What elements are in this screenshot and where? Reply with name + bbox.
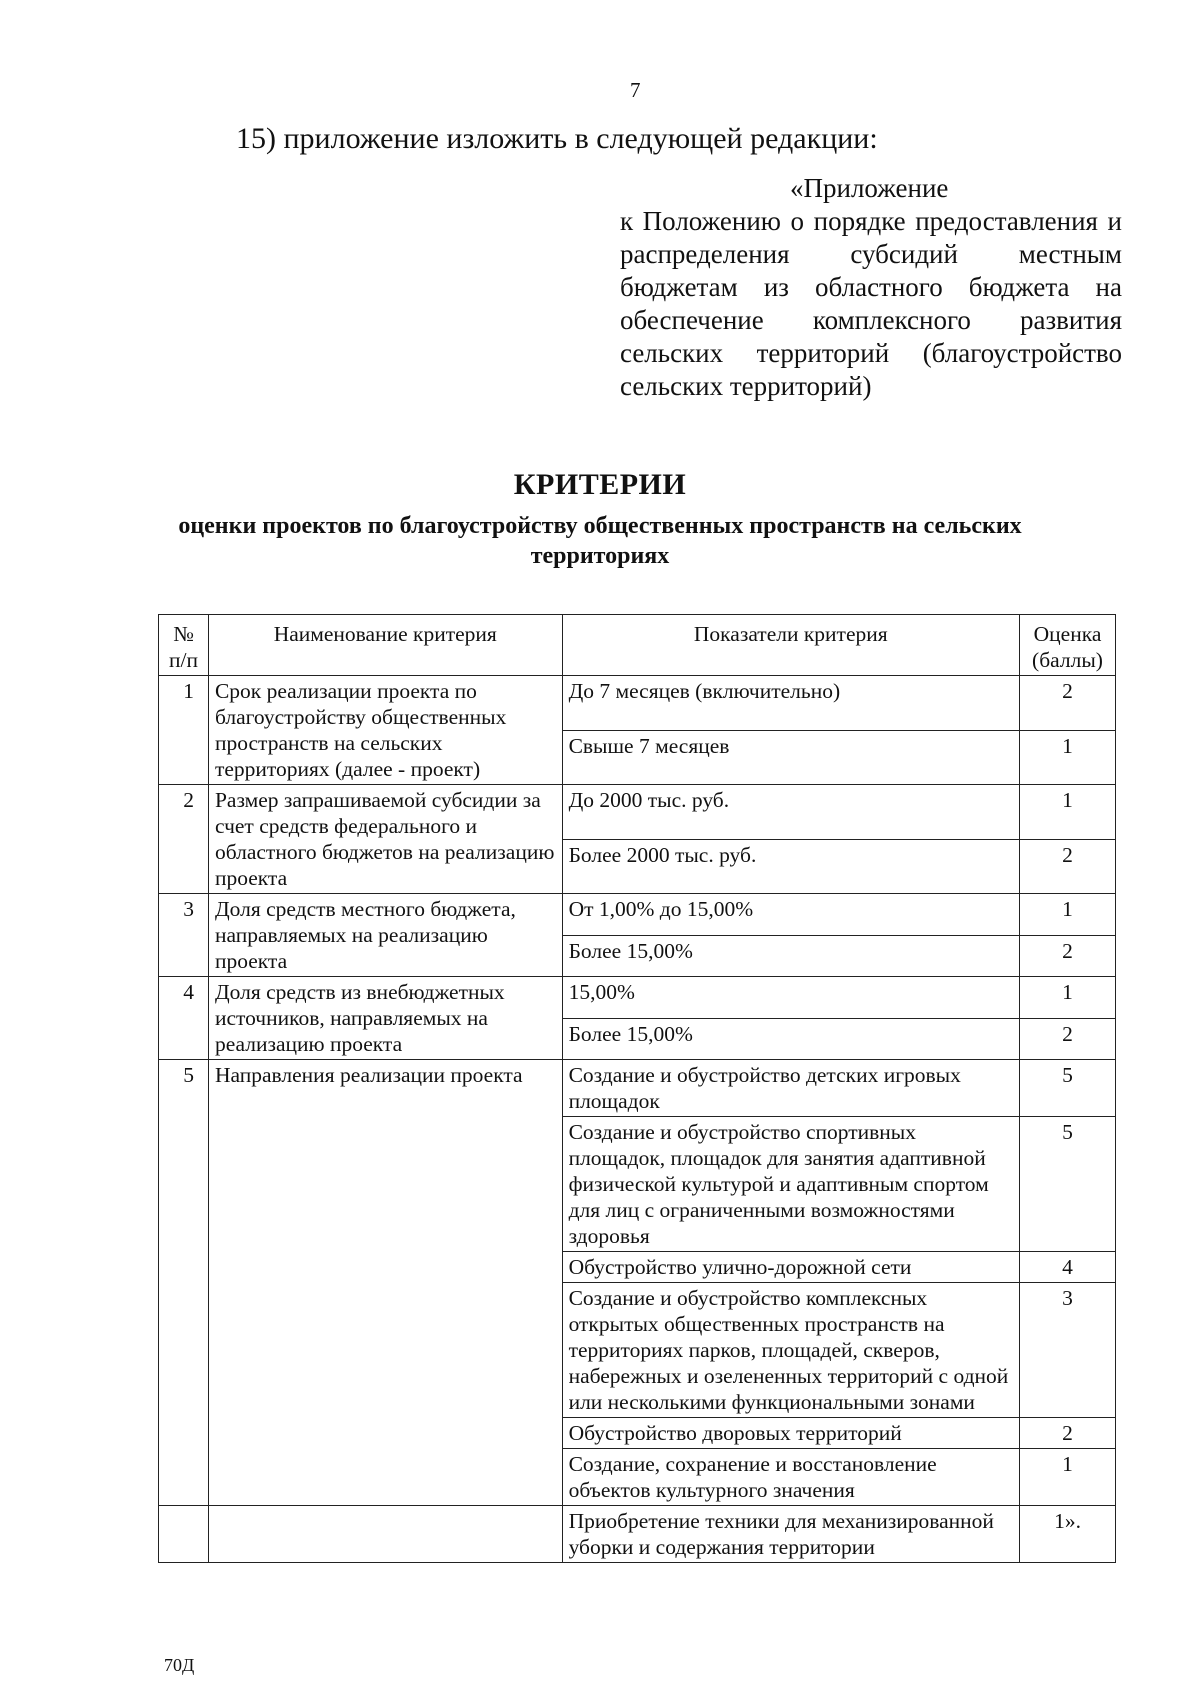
criterion-score: 5 [1020, 1060, 1116, 1117]
criterion-score: 2 [1020, 1018, 1116, 1060]
criterion-indicator: До 2000 тыс. руб. [562, 785, 1019, 840]
criterion-number: 3 [159, 894, 209, 977]
table-body [159, 676, 1116, 1563]
criterion-score: 2 [1020, 1418, 1116, 1449]
criterion-number: 2 [159, 785, 209, 894]
criterion-score: 2 [1020, 935, 1116, 977]
footer-code: 70Д [164, 1655, 195, 1675]
criterion-indicator: До 7 месяцев (включительно) [562, 676, 1019, 731]
criterion-score: 1 [1020, 894, 1116, 936]
criterion-score: 3 [1020, 1283, 1116, 1418]
criterion-number: 5 [159, 1060, 209, 1506]
criterion-name [208, 1506, 562, 1563]
amendment-intro: 15) приложение изложить в следующей редакции: [236, 122, 878, 155]
header-name: Наименование критерия [208, 615, 562, 676]
criterion-indicator: Более 2000 тыс. руб. [562, 839, 1019, 894]
criterion-name: Размер запрашиваемой субсидии за счет средств федерального и областного бюджетов на реализацию проекта [208, 785, 562, 894]
criterion-indicator: Создание и обустройство детских игровых площадок [562, 1060, 1019, 1117]
appendix-heading: «Приложение [790, 173, 949, 203]
table-row [159, 977, 1116, 1019]
criterion-name: Направления реализации проекта [208, 1060, 562, 1506]
table-row [159, 894, 1116, 936]
criterion-score: 2 [1020, 676, 1116, 731]
table-header [159, 615, 1116, 676]
table-row [159, 1506, 1116, 1563]
header-num: № п/п [159, 615, 209, 676]
criterion-name: Доля средств из внебюджетных источников, направляемых на реализацию проекта [208, 977, 562, 1060]
table-row [159, 676, 1116, 731]
page-number: 7 [630, 78, 641, 102]
criterion-score: 5 [1020, 1117, 1116, 1252]
criterion-indicator: Создание, сохранение и восстановление объектов культурного значения [562, 1449, 1019, 1506]
criterion-indicator: Приобретение техники для механизированной уборки и содержания территории [562, 1506, 1019, 1563]
table-row [159, 785, 1116, 840]
header-score: Оценка (баллы) [1020, 615, 1116, 676]
document-subtitle: оценки проектов по благоустройству общественных пространств на сельских территориях [178, 513, 1022, 569]
criterion-score: 1». [1020, 1506, 1116, 1563]
criterion-number: 4 [159, 977, 209, 1060]
criterion-name: Доля средств местного бюджета, направляемых на реализацию проекта [208, 894, 562, 977]
criterion-indicator: Обустройство улично-дорожной сети [562, 1252, 1019, 1283]
appendix-reference: к Положению о порядке предоставления и распределения субсидий местным бюджетам из областного бюджета на обеспечение комплексного развития сельских территорий (благоустройство сельских территорий) [620, 206, 1122, 401]
criterion-number: 1 [159, 676, 209, 785]
table-row [159, 1060, 1116, 1117]
criterion-indicator: Создание и обустройство комплексных открытых общественных пространств на территориях парков, площадей, скверов, набережных и озелененных территорий с одной или несколькими функциональными зонами [562, 1283, 1019, 1418]
criterion-indicator: Обустройство дворовых территорий [562, 1418, 1019, 1449]
header-indicators: Показатели критерия [562, 615, 1019, 676]
criterion-number [159, 1506, 209, 1563]
criterion-score: 1 [1020, 977, 1116, 1019]
criterion-score: 2 [1020, 839, 1116, 894]
criterion-indicator: Более 15,00% [562, 935, 1019, 977]
criterion-score: 1 [1020, 785, 1116, 840]
document-title: КРИТЕРИИ [513, 468, 687, 501]
criterion-indicator: От 1,00% до 15,00% [562, 894, 1019, 936]
criteria-table [158, 614, 1116, 1563]
criterion-indicator: 15,00% [562, 977, 1019, 1019]
header-row [159, 615, 1116, 676]
criterion-score: 1 [1020, 730, 1116, 785]
criterion-indicator: Более 15,00% [562, 1018, 1019, 1060]
criterion-score: 1 [1020, 1449, 1116, 1506]
criterion-name: Срок реализации проекта по благоустройству общественных пространств на сельских территориях (далее - проект) [208, 676, 562, 785]
criterion-score: 4 [1020, 1252, 1116, 1283]
criterion-indicator: Создание и обустройство спортивных площадок, площадок для занятия адаптивной физической культурой и адаптивным спортом для лиц с ограниченными возможностями здоровья [562, 1117, 1019, 1252]
criterion-indicator: Свыше 7 месяцев [562, 730, 1019, 785]
